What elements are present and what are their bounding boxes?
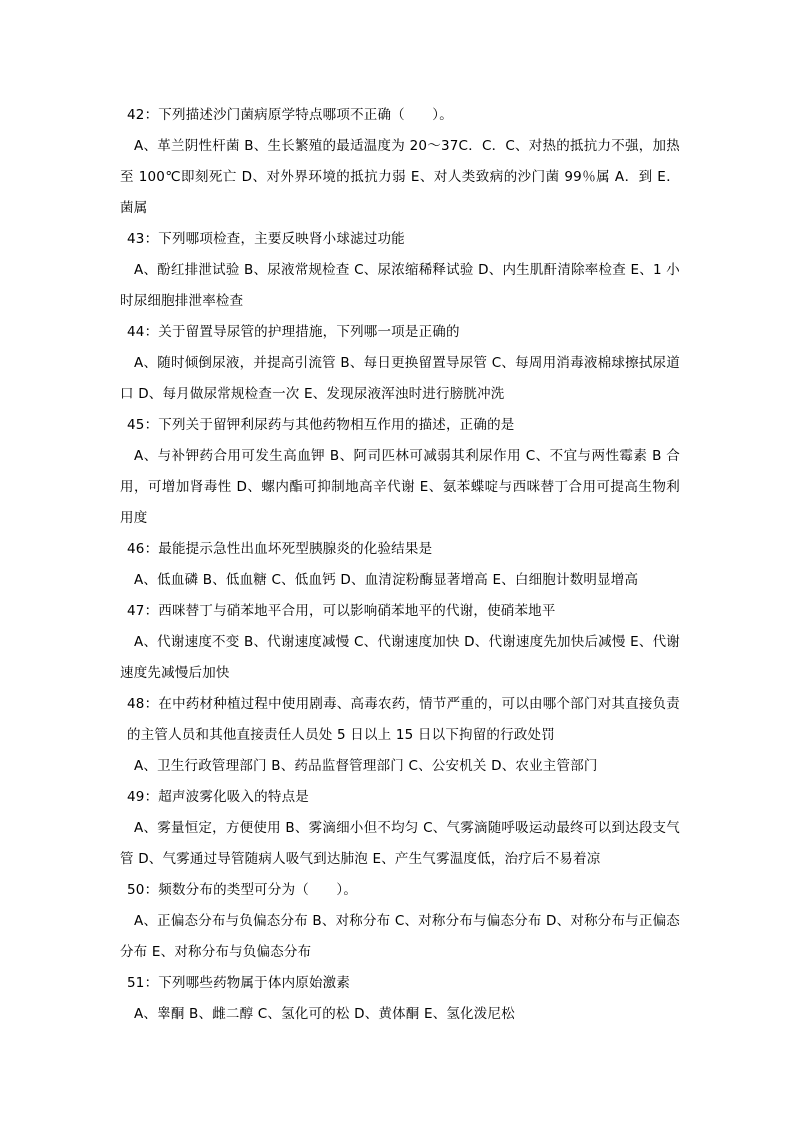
question-49 <box>120 782 680 875</box>
question-options: A、革兰阴性杆菌 B、生长繁殖的最适温度为 20～37C．C．C、对热的抵抗力不强，加热至 100℃即刻死亡 D、对外界环境的抵抗力弱 E、对人类致病的沙门菌 99％属 A．到 E．菌属 <box>120 138 680 216</box>
question-title: 50：频数分布的类型可分为（ ）。 <box>127 882 358 898</box>
question-title: 43：下列哪项检查，主要反映肾小球滤过功能 <box>127 231 405 247</box>
question-title: 45：下列关于留钾利尿药与其他药物相互作用的描述，正确的是 <box>127 417 515 433</box>
question-42 <box>120 100 680 224</box>
question-title: 48：在中药材种植过程中使用剧毒、高毒农药，情节严重的，可以由哪个部门对其直接负责的主管人员和其他直接责任人员处 5 日以上 15 日以下拘留的行政处罚 <box>127 696 680 743</box>
question-title: 47：西咪替丁与硝苯地平合用，可以影响硝苯地平的代谢，使硝苯地平 <box>127 603 556 619</box>
question-51 <box>120 968 680 1030</box>
question-options: A、雾量恒定，方便使用 B、雾滴细小但不均匀 C、气雾滴随呼吸运动最终可以到达段支气管 D、气雾通过导管随病人吸气到达肺泡 E、产生气雾温度低，治疗后不易着凉 <box>120 820 680 867</box>
question-list <box>120 100 680 1030</box>
question-47 <box>120 596 680 689</box>
question-options: A、低血磷 B、低血糖 C、低血钙 D、血清淀粉酶显著增高 E、白细胞计数明显增高 <box>134 572 639 588</box>
question-options: A、卫生行政管理部门 B、药品监督管理部门 C、公安机关 D、农业主管部门 <box>134 758 598 774</box>
question-options: A、睾酮 B、雌二醇 C、氢化可的松 D、黄体酮 E、氢化泼尼松 <box>134 1006 515 1022</box>
question-options: A、与补钾药合用可发生高血钾 B、阿司匹林可减弱其利尿作用 C、不宜与两性霉素 B 合用，可增加肾毒性 D、螺内酯可抑制地高辛代谢 E、氨苯蝶啶与西咪替丁合用可提高生物利用度 <box>120 448 680 526</box>
question-options: A、代谢速度不变 B、代谢速度减慢 C、代谢速度加快 D、代谢速度先加快后减慢 E、代谢速度先减慢后加快 <box>120 634 680 681</box>
question-50 <box>120 875 680 968</box>
question-44 <box>120 317 680 410</box>
question-title: 46：最能提示急性出血坏死型胰腺炎的化验结果是 <box>127 541 433 557</box>
question-45 <box>120 410 680 534</box>
question-title: 44：关于留置导尿管的护理措施，下列哪一项是正确的 <box>127 324 460 340</box>
question-title: 42：下列描述沙门菌病原学特点哪项不正确（ ）。 <box>127 107 453 123</box>
question-46 <box>120 534 680 596</box>
question-options: A、酚红排泄试验 B、尿液常规检查 C、尿浓缩稀释试验 D、内生肌酐清除率检查 E、1 小时尿细胞排泄率检查 <box>120 262 680 309</box>
question-options: A、随时倾倒尿液，并提高引流管 B、每日更换留置导尿管 C、每周用消毒液棉球擦拭尿道口 D、每月做尿常规检查一次 E、发现尿液浑浊时进行膀胱冲洗 <box>120 355 680 402</box>
question-options: A、正偏态分布与负偏态分布 B、对称分布 C、对称分布与偏态分布 D、对称分布与正偏态分布 E、对称分布与负偏态分布 <box>120 913 680 960</box>
question-43 <box>120 224 680 317</box>
question-title: 49：超声波雾化吸入的特点是 <box>127 789 309 805</box>
question-title: 51：下列哪些药物属于体内原始激素 <box>127 975 351 991</box>
question-48 <box>120 689 680 782</box>
